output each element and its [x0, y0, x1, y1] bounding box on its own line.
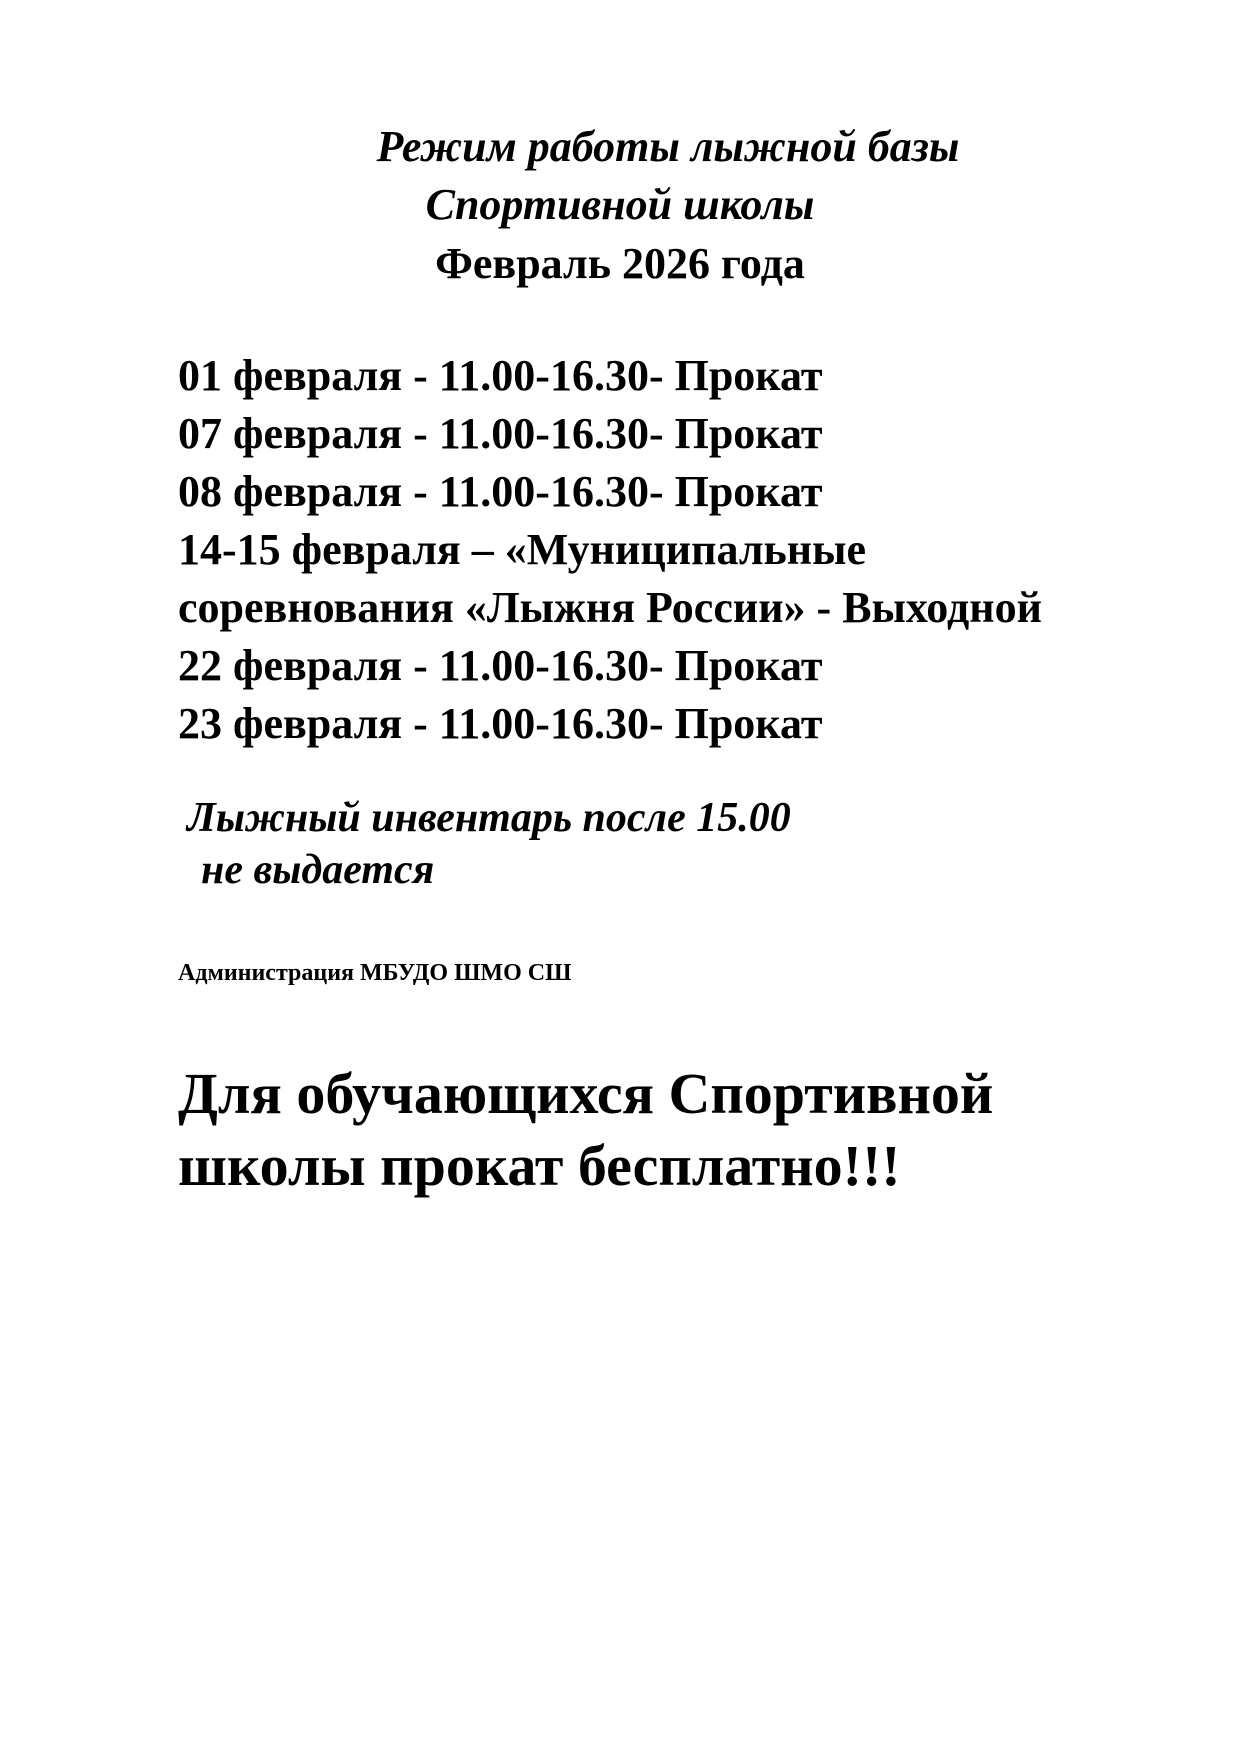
schedule-list [178, 347, 1178, 753]
schedule-line: 07 февраля - 11.00-16.30- Прокат [178, 409, 823, 458]
schedule-line: 23 февраля - 11.00-16.30- Прокат [178, 699, 823, 748]
notice-line-1: Лыжный инвентарь после 15.00 [187, 795, 791, 841]
notice-line-2: не выдается [201, 847, 435, 893]
equipment-notice [187, 792, 1087, 896]
document-title [0, 118, 1240, 293]
title-month: Февраль 2026 года [435, 239, 805, 288]
schedule-line: 01 февраля - 11.00-16.30- Прокат [178, 351, 823, 400]
free-rental-line-2: школы прокат бесплатно!!! [178, 1133, 901, 1198]
free-rental-line-1: Для обучающихся Спортивной [178, 1061, 994, 1126]
schedule-line: 22 февраля - 11.00-16.30- Прокат [178, 641, 823, 690]
free-rental-notice [178, 1058, 1178, 1202]
schedule-line: 08 февраля - 11.00-16.30- Прокат [178, 467, 823, 516]
title-line-2: Спортивной школы [425, 180, 815, 229]
title-line-1: Режим работы лыжной базы [376, 122, 960, 171]
administration-signature: Администрация МБУДО ШМО СШ [178, 960, 572, 986]
schedule-line: 14-15 февраля – «Муниципальные [178, 525, 867, 574]
schedule-line: соревнования «Лыжня России» - Выходной [178, 583, 1042, 632]
